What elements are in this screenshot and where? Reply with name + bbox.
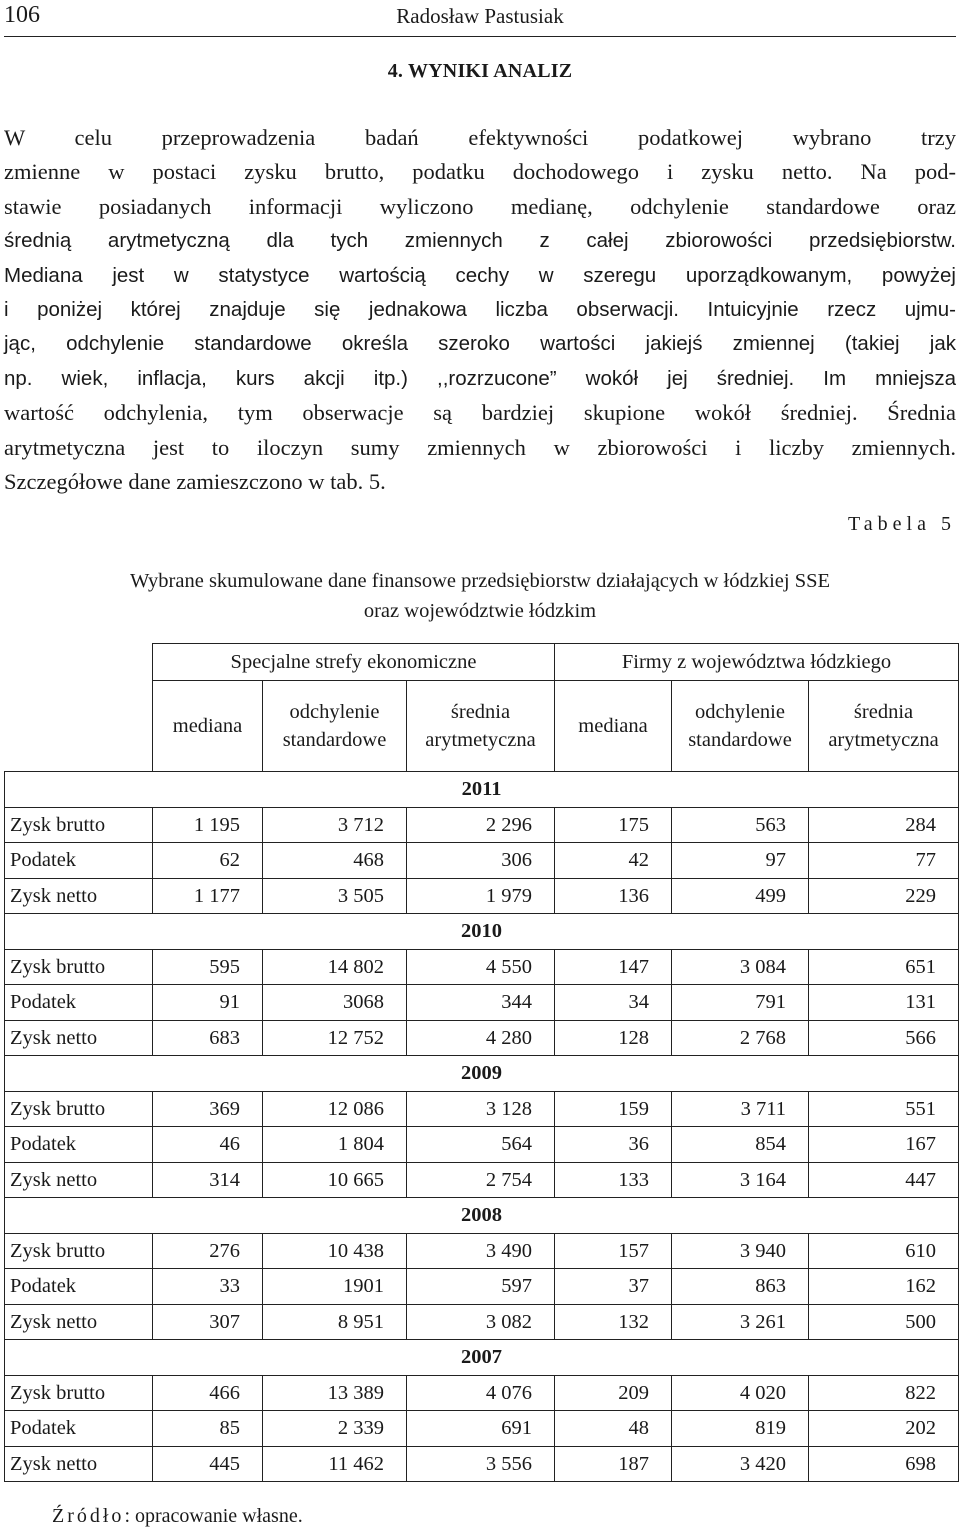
value-cell: 306 [407, 843, 555, 879]
value-cell: 13 389 [263, 1375, 407, 1411]
row-label-cell: Podatek [5, 843, 153, 879]
table-row [5, 949, 959, 985]
year-row [5, 772, 959, 808]
sub-header-line: arytmetyczna [425, 729, 536, 751]
paragraph-line: Mediana jest w statystyce wartością cechy w szeregu uporządkowanym, powyżej [4, 263, 956, 287]
value-cell: 202 [809, 1411, 959, 1447]
value-cell: 33 [153, 1269, 263, 1305]
row-label-cell: Zysk netto [5, 1304, 153, 1340]
sub-header-line: odchylenie [695, 701, 785, 723]
table-caption [0, 566, 960, 626]
paragraph-line: W celu przeprowadzenia badań efektywności podatkowej wybrano trzy [4, 125, 956, 150]
table-row [5, 1446, 959, 1482]
sub-header-line: mediana [172, 715, 243, 737]
body-paragraph [4, 121, 956, 499]
value-cell: 34 [555, 985, 672, 1021]
sub-header-cell [672, 681, 809, 772]
paragraph-line: wartość odchylenia, tym obserwacje są bardziej skupione wokół średniej. Średnia [4, 400, 956, 426]
sub-header-cell [809, 681, 959, 772]
row-label-cell: Podatek [5, 1269, 153, 1305]
value-cell: 162 [809, 1269, 959, 1305]
row-label-cell: Zysk brutto [5, 1375, 153, 1411]
year-row [5, 914, 959, 950]
value-cell: 37 [555, 1269, 672, 1305]
value-cell: 468 [263, 843, 407, 879]
value-cell: 10 438 [263, 1233, 407, 1269]
sub-header-line: standardowe [688, 729, 792, 751]
value-cell: 46 [153, 1127, 263, 1163]
paragraph-line: Szczegółowe dane zamieszczono w tab. 5. [4, 469, 386, 495]
year-label: 2007 [5, 1340, 959, 1376]
row-label-cell: Zysk netto [5, 1020, 153, 1056]
sub-header-line: arytmetyczna [828, 729, 939, 751]
table-row [5, 1233, 959, 1269]
sub-header-line: mediana [578, 715, 648, 737]
value-cell: 500 [809, 1304, 959, 1340]
table-row [5, 1269, 959, 1305]
value-cell: 3 505 [263, 878, 407, 914]
table-row [5, 1375, 959, 1411]
value-cell: 551 [809, 1091, 959, 1127]
row-label-cell: Zysk netto [5, 1446, 153, 1482]
value-cell: 276 [153, 1233, 263, 1269]
value-cell: 651 [809, 949, 959, 985]
value-cell: 128 [555, 1020, 672, 1056]
paragraph-line: stawie posiadanych informacji wyliczono medianę, odchylenie standardowe oraz [4, 193, 956, 219]
table-caption-line: oraz województwie łódzkim [363, 600, 597, 622]
value-cell: 12 752 [263, 1020, 407, 1056]
table-row [5, 1162, 959, 1198]
group-header-sse: Specjalne strefy ekonomiczne [153, 644, 555, 681]
table-label: Tabela 5 [847, 513, 956, 535]
table-row [5, 1304, 959, 1340]
value-cell: 2 768 [672, 1020, 809, 1056]
year-row [5, 1198, 959, 1234]
sub-header-cell [153, 681, 263, 772]
value-cell: 147 [555, 949, 672, 985]
value-cell: 159 [555, 1091, 672, 1127]
value-cell: 3 556 [407, 1446, 555, 1482]
table-caption-line: Wybrane skumulowane dane finansowe przedsiębiorstw działających w łódzkiej SSE [129, 570, 831, 592]
value-cell: 11 462 [263, 1446, 407, 1482]
sub-header-line: standardowe [282, 729, 387, 751]
value-cell: 344 [407, 985, 555, 1021]
table-row [5, 1411, 959, 1447]
row-label-cell: Podatek [5, 1127, 153, 1163]
value-cell: 3 712 [263, 807, 407, 843]
value-cell: 132 [555, 1304, 672, 1340]
value-cell: 209 [555, 1375, 672, 1411]
sub-header-cell [555, 681, 672, 772]
value-cell: 175 [555, 807, 672, 843]
value-cell: 466 [153, 1375, 263, 1411]
value-cell: 136 [555, 878, 672, 914]
table-row [5, 807, 959, 843]
value-cell: 1 979 [407, 878, 555, 914]
value-cell: 48 [555, 1411, 672, 1447]
value-cell: 854 [672, 1127, 809, 1163]
paragraph-line: zmienne w postaci zysku brutto, podatku dochodowego i zysku netto. Na pod- [4, 159, 956, 185]
table-body [5, 644, 959, 1482]
paragraph-line: jąc, odchylenie standardowe określa szeroko wartości jakiejś zmiennej (takiej jak [4, 332, 956, 356]
row-label-cell: Zysk brutto [5, 1091, 153, 1127]
value-cell: 863 [672, 1269, 809, 1305]
row-label-cell: Podatek [5, 1411, 153, 1447]
table-row [5, 1127, 959, 1163]
value-cell: 698 [809, 1446, 959, 1482]
table-corner-cell [5, 644, 153, 772]
value-cell: 85 [153, 1411, 263, 1447]
value-cell: 307 [153, 1304, 263, 1340]
paragraph-line: średnią arytmetyczną dla tych zmiennych z całej zbiorowości przedsiębiorstw. [4, 229, 956, 253]
paragraph-line: arytmetyczna jest to iloczyn sumy zmiennych w zbiorowości i liczby zmiennych. [4, 434, 956, 460]
value-cell: 77 [809, 843, 959, 879]
value-cell: 314 [153, 1162, 263, 1198]
value-cell: 3 711 [672, 1091, 809, 1127]
value-cell: 62 [153, 843, 263, 879]
value-cell: 3 490 [407, 1233, 555, 1269]
value-cell: 819 [672, 1411, 809, 1447]
value-cell: 445 [153, 1446, 263, 1482]
sub-header-line: odchylenie [289, 701, 380, 723]
value-cell: 610 [809, 1233, 959, 1269]
value-cell: 14 802 [263, 949, 407, 985]
value-cell: 284 [809, 807, 959, 843]
value-cell: 229 [809, 878, 959, 914]
sub-header-cell [407, 681, 555, 772]
value-cell: 167 [809, 1127, 959, 1163]
value-cell: 4 020 [672, 1375, 809, 1411]
value-cell: 97 [672, 843, 809, 879]
value-cell: 3068 [263, 985, 407, 1021]
value-cell: 157 [555, 1233, 672, 1269]
value-cell: 2 339 [263, 1411, 407, 1447]
running-head-author: Radosław Pastusiak [396, 4, 564, 28]
sub-header-line: średnia [853, 701, 914, 723]
value-cell: 2 296 [407, 807, 555, 843]
value-cell: 3 082 [407, 1304, 555, 1340]
year-row [5, 1340, 959, 1376]
value-cell: 369 [153, 1091, 263, 1127]
sub-header-line: średnia [450, 701, 511, 723]
year-label: 2011 [5, 772, 959, 808]
value-cell: 447 [809, 1162, 959, 1198]
value-cell: 595 [153, 949, 263, 985]
table-row [5, 1091, 959, 1127]
source-text: : opracowanie własne. [124, 1505, 303, 1527]
financial-data-table [4, 643, 959, 1482]
value-cell: 42 [555, 843, 672, 879]
value-cell: 3 084 [672, 949, 809, 985]
value-cell: 1 177 [153, 878, 263, 914]
value-cell: 8 951 [263, 1304, 407, 1340]
value-cell: 691 [407, 1411, 555, 1447]
value-cell: 564 [407, 1127, 555, 1163]
paragraph-line: i poniżej której znajduje się jednakowa liczba obserwacji. Intuicyjnie rzecz ujmu- [4, 298, 956, 322]
year-label: 2010 [5, 914, 959, 950]
table-group-header-row [5, 644, 959, 681]
value-cell: 2 754 [407, 1162, 555, 1198]
row-label-cell: Zysk netto [5, 878, 153, 914]
value-cell: 3 940 [672, 1233, 809, 1269]
row-label-cell: Zysk brutto [5, 807, 153, 843]
value-cell: 1 804 [263, 1127, 407, 1163]
value-cell: 3 128 [407, 1091, 555, 1127]
page-number: 106 [4, 2, 40, 28]
value-cell: 10 665 [263, 1162, 407, 1198]
value-cell: 36 [555, 1127, 672, 1163]
row-label-cell: Zysk brutto [5, 1233, 153, 1269]
page-header [4, 0, 956, 37]
value-cell: 4 076 [407, 1375, 555, 1411]
value-cell: 91 [153, 985, 263, 1021]
row-label-cell: Zysk netto [5, 1162, 153, 1198]
value-cell: 4 280 [407, 1020, 555, 1056]
year-label: 2008 [5, 1198, 959, 1234]
value-cell: 597 [407, 1269, 555, 1305]
value-cell: 683 [153, 1020, 263, 1056]
value-cell: 1 195 [153, 807, 263, 843]
value-cell: 3 261 [672, 1304, 809, 1340]
table-row [5, 1020, 959, 1056]
row-label-cell: Podatek [5, 985, 153, 1021]
section-title: 4. WYNIKI ANALIZ [387, 60, 573, 82]
value-cell: 499 [672, 878, 809, 914]
year-label: 2009 [5, 1056, 959, 1092]
value-cell: 1901 [263, 1269, 407, 1305]
value-cell: 187 [555, 1446, 672, 1482]
value-cell: 133 [555, 1162, 672, 1198]
value-cell: 131 [809, 985, 959, 1021]
value-cell: 566 [809, 1020, 959, 1056]
table-row [5, 843, 959, 879]
source-label: Źródło [52, 1505, 125, 1527]
value-cell: 3 420 [672, 1446, 809, 1482]
sub-header-cell [263, 681, 407, 772]
value-cell: 4 550 [407, 949, 555, 985]
value-cell: 791 [672, 985, 809, 1021]
year-row [5, 1056, 959, 1092]
row-label-cell: Zysk brutto [5, 949, 153, 985]
value-cell: 563 [672, 807, 809, 843]
group-header-lodzkie: Firmy z województwa łódzkiego [555, 644, 959, 681]
value-cell: 12 086 [263, 1091, 407, 1127]
table-row [5, 985, 959, 1021]
paragraph-line: np. wiek, inflacja, kurs akcji itp.) ,,rozrzucone” wokół jej średniej. Im mniejsza [4, 366, 956, 390]
value-cell: 3 164 [672, 1162, 809, 1198]
table-source-note [52, 1505, 303, 1528]
value-cell: 822 [809, 1375, 959, 1411]
table-row [5, 878, 959, 914]
